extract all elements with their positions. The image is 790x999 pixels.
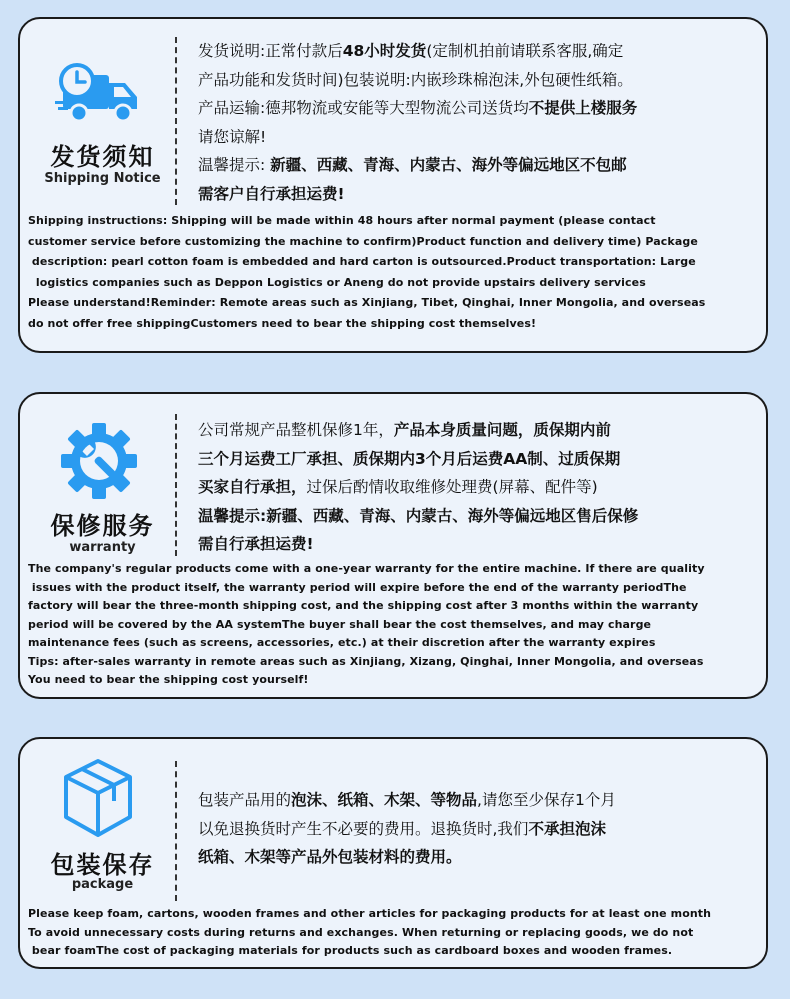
cn-segment: 公司常规产品整机保修1年，	[198, 421, 394, 439]
cn-segment: 买家自行承担，	[198, 478, 307, 496]
cn-segment: 发货说明:正常付款后	[198, 42, 343, 60]
cn-segment: 三个月运费工厂承担、质保期内3个月后运费AA制、过质保期	[198, 449, 621, 468]
package-title-cn: 包装保存	[50, 851, 155, 879]
en-line: bear foamThe cost of packaging materials for products such as cardboard boxes and wooden frames.	[28, 944, 673, 957]
cn-line	[198, 416, 758, 445]
cn-segment: 包装产品用的	[198, 791, 292, 809]
divider-line	[175, 761, 177, 901]
shipping-en-text	[28, 211, 766, 334]
cn-line	[198, 530, 758, 559]
en-line: logistics companies such as Deppon Logistics or Aneng do not provide upstairs delivery services	[28, 275, 646, 289]
divider-line	[175, 37, 177, 205]
cn-segment: 请您谅解!	[198, 127, 267, 146]
en-line: Please keep foam, cartons, wooden frames and other articles for packaging products for at least one month	[28, 907, 712, 920]
cn-line	[198, 37, 758, 66]
shipping-title-en: Shipping Notice	[44, 171, 161, 186]
cn-segment: 温馨提示:新疆、西藏、青海、内蒙古、海外等偏远地区售后保修	[198, 506, 639, 525]
package-box-icon	[62, 757, 134, 843]
warranty-title-cn: 保修服务	[50, 512, 155, 540]
package-title-en: package	[71, 877, 134, 892]
cn-line	[198, 123, 758, 152]
cn-segment: 泡沫、纸箱、木架、等物品	[291, 791, 478, 809]
en-line: period will be covered by the AA systemThe buyer shall bear the cost themselves, and may charge	[28, 617, 652, 631]
cn-line	[198, 786, 758, 815]
cn-segment: 不承担泡沫	[528, 819, 606, 838]
en-line: The company's regular products come with a one-year warranty for the entire machine. If there are quality	[28, 562, 705, 575]
package-card	[18, 737, 768, 969]
warranty-title-en: warranty	[69, 540, 136, 555]
warranty-card	[18, 392, 768, 699]
cn-line	[198, 502, 758, 531]
cn-line	[198, 66, 758, 95]
en-line: factory will bear the three-month shipping cost, and the shipping cost after 3 months within the warranty	[28, 599, 699, 612]
cn-segment: 48小时发货	[342, 42, 427, 60]
shipping-cn-text	[198, 37, 758, 208]
shipping-title-cn: 发货须知	[50, 143, 155, 171]
en-line: Tips: after-sales warranty in remote areas such as Xinjiang, Xizang, Qinghai, Inner Mongolia, and overseas	[28, 654, 704, 668]
en-line: You need to bear the shipping cost yourself!	[28, 673, 309, 686]
en-line: maintenance fees (such as screens, accessories, etc.) at their discretion after the warranty expires	[28, 636, 656, 649]
cn-segment: ,请您至少保存1个月	[477, 791, 616, 809]
cn-segment: 需客户自行承担运费!	[198, 184, 345, 203]
cn-line	[198, 843, 758, 872]
cn-segment: 新疆、西藏、青海、内蒙古、海外等偏远地区不包邮	[270, 156, 627, 174]
shipping-notice-card	[18, 17, 768, 353]
gear-wrench-icon	[60, 422, 138, 504]
warranty-en-text	[28, 560, 766, 690]
en-line: Shipping instructions: Shipping will be made within 48 hours after normal payment (please contact	[28, 214, 656, 227]
en-line: do not offer free shippingCustomers need to bear the shipping cost themselves!	[28, 316, 537, 330]
cn-segment: 纸箱、木架等产品外包装材料的费用。	[198, 848, 462, 866]
en-line: customer service before customizing the machine to confirm)Product function and delivery time) Package	[28, 234, 698, 248]
en-line: To avoid unnecessary costs during returns and exchanges. When returning or replacing goods, we do not	[28, 925, 694, 939]
cn-segment: 产品本身质量问题，质保期内前	[393, 421, 611, 439]
cn-line	[198, 473, 758, 502]
en-line: Please understand!Reminder: Remote areas such as Xinjiang, Tibet, Qinghai, Inner Mongolia, and overseas	[28, 296, 706, 309]
cn-segment: 过保后酌情收取维修处理费(屏幕、配件等)	[306, 478, 598, 496]
package-cn-text	[198, 786, 758, 872]
cn-line	[198, 445, 758, 474]
divider-line	[175, 414, 177, 556]
en-line: issues with the product itself, the warranty period will expire before the end of the warranty periodThe	[28, 580, 687, 594]
delivery-truck-clock-icon	[55, 61, 145, 131]
cn-segment: 需自行承担运费!	[198, 535, 314, 553]
package-en-text	[28, 905, 766, 961]
cn-line	[198, 815, 758, 844]
cn-line	[198, 180, 758, 209]
cn-segment: 温馨提示:	[198, 156, 271, 174]
cn-line	[198, 151, 758, 180]
en-line: description: pearl cotton foam is embedded and hard carton is outsourced.Product transportation: Large	[28, 255, 696, 268]
warranty-cn-text	[198, 416, 758, 559]
cn-segment: 不提供上楼服务	[528, 99, 638, 117]
cn-segment: 产品运输:德邦物流或安能等大型物流公司送货均	[198, 99, 529, 117]
cn-line	[198, 94, 758, 123]
cn-segment: 产品功能和发货时间)包装说明:内嵌珍珠棉泡沫,外包硬性纸箱。	[198, 70, 633, 89]
cn-segment: 以免退换货时产生不必要的费用。退换货时,我们	[198, 819, 529, 838]
cn-segment: (定制机拍前请联系客服,确定	[426, 42, 624, 60]
